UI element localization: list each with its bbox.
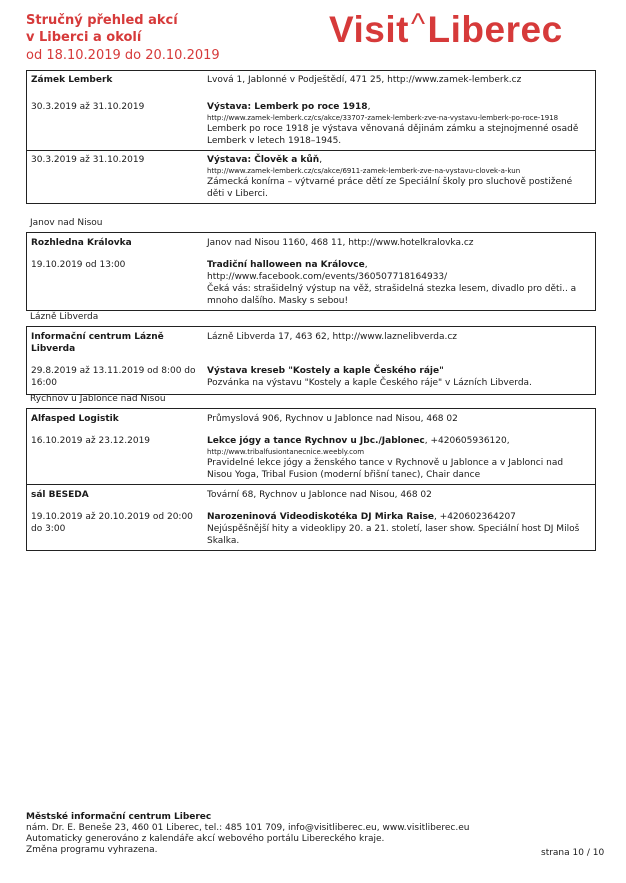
section-block [26, 232, 596, 311]
footer-note-generated: Automaticky generováno z kalendáře akcí webového portálu Libereckého kraje. [26, 834, 385, 844]
event-row [27, 504, 595, 550]
section-label: Janov nad Nisou [30, 218, 103, 228]
event-row [27, 428, 595, 484]
event-title-suffix: , http://www.facebook.com/events/360507718164933/ [207, 260, 448, 282]
event-date: 19.10.2019 až 20.10.2019 od 20:00 do 3:00 [31, 512, 193, 534]
visit-liberec-logo [329, 8, 601, 52]
event-row [27, 252, 595, 310]
event-row [27, 89, 595, 150]
document-header [26, 12, 220, 64]
document-title-line2: v Liberci a okolí [26, 30, 142, 45]
logo-text-liberec: Liberec [427, 9, 563, 50]
venue-zamek-lemberk [27, 71, 595, 150]
venue-name: sál BESEDA [31, 490, 89, 500]
event-title-suffix: , +420602364207 [433, 512, 516, 522]
event-description: Lemberk po roce 1918 je výstava věnovaná dějinám zámku a stejnojmenné osadě Lemberk v letech 1918–1945. [207, 124, 579, 146]
event-description: Pozvánka na výstavu "Kostely a kaple Českého ráje" v Lázních Libverda. [207, 378, 532, 388]
event-title: Lekce jógy a tance Rychnov u Jbc./Jablonec [207, 436, 425, 446]
event-url[interactable]: http://www.tribalfusiontanecnice.weebly.com [207, 448, 365, 456]
event-url[interactable]: http://www.zamek-lemberk.cz/cs/akce/6911-zamek-lemberk-zve-na-vystavu-clovek-a-kun [207, 167, 521, 175]
section-block [26, 70, 596, 204]
document-title-line1: Stručný přehled akcí [26, 13, 178, 28]
event-title-suffix: , [367, 102, 371, 112]
section-block [26, 326, 596, 395]
event-date: 29.8.2019 až 13.11.2019 od 8:00 do 16:00 [31, 366, 196, 388]
venue-name: Rozhledna Královka [31, 238, 132, 248]
venue-alfasped-logistik [27, 409, 595, 484]
logo-caret-icon: ^ [410, 8, 426, 41]
event-description: Čeká vás: strašidelný výstup na věž, strašidelná stezka lesem, divadlo pro děti.. a mnoho dalšího. Masky s sebou! [207, 284, 577, 306]
footer-note-disclaimer: Změna programu vyhrazena. [26, 845, 158, 855]
event-title: Narozeninová Videodiskotéka DJ Mirka Raise [207, 512, 434, 522]
event-row [27, 151, 595, 203]
venue-address: Průmyslová 906, Rychnov u Jablonce nad Nisou, 468 02 [207, 414, 458, 424]
venue-rozhledna-kralovka [27, 233, 595, 310]
event-description: Pravidelné lekce jógy a ženského tance v Rychnově u Jablonce a v Jablonci nad Nisou Yoga, Tribal Fusion (moderní břišní tanec), Chair dance [207, 458, 564, 480]
page-number: strana 10 / 10 [541, 848, 605, 858]
venue-address: Tovární 68, Rychnov u Jablonce nad Nisou, 468 02 [207, 490, 432, 500]
venue-ic-lazne-libverda [27, 327, 595, 394]
event-title-suffix: , [319, 155, 323, 165]
venue-name: Informační centrum Lázně Libverda [31, 332, 164, 354]
event-row [27, 358, 595, 394]
event-date: 19.10.2019 od 13:00 [31, 260, 126, 270]
logo-text-visit: Visit [329, 9, 409, 50]
event-description: Nejúspěšnější hity a videoklipy 20. a 21. století, laser show. Speciální host DJ Miloš Skalka. [207, 524, 580, 546]
event-title: Tradiční halloween na Královce [207, 260, 365, 270]
venue-sal-beseda [27, 484, 595, 550]
footer-org-name: Městské informační centrum Liberec [26, 812, 212, 822]
date-range: od 18.10.2019 do 20.10.2019 [26, 48, 220, 63]
venue-name: Zámek Lemberk [31, 75, 113, 85]
event-date: 16.10.2019 až 23.12.2019 [31, 436, 151, 446]
footer-contact: nám. Dr. E. Beneše 23, 460 01 Liberec, tel.: 485 101 709, info@visitliberec.eu, www.visitliberec.eu [26, 823, 470, 833]
venue-name: Alfasped Logistik [31, 414, 119, 424]
venue-address: Lvová 1, Jablonné v Podještědí, 471 25, http://www.zamek-lemberk.cz [207, 75, 522, 85]
event-title: Výstava: Lemberk po roce 1918 [207, 102, 368, 112]
venue-address: Janov nad Nisou 1160, 468 11, http://www.hotelkralovka.cz [207, 238, 474, 248]
section-label: Rychnov u Jablonce nad Nisou [30, 394, 166, 404]
venue-address: Lázně Libverda 17, 463 62, http://www.laznelibverda.cz [207, 332, 458, 342]
event-url[interactable]: http://www.zamek-lemberk.cz/cs/akce/33707-zamek-lemberk-zve-na-vystavu-lemberk-po-roce-1918 [207, 114, 559, 122]
event-description: Zámecká konírna – výtvarné práce dětí ze Speciální školy pro sluchově postižené děti v Liberci. [207, 177, 573, 199]
document-footer [26, 812, 469, 856]
event-title: Výstava: Člověk a kůň [207, 155, 320, 165]
event-row-separator [27, 150, 595, 203]
event-date: 30.3.2019 až 31.10.2019 [31, 102, 145, 112]
event-title-suffix: , +420605936120, [424, 436, 510, 446]
section-label: Lázně Libverda [30, 312, 99, 322]
event-date: 30.3.2019 až 31.10.2019 [31, 155, 145, 165]
section-block [26, 408, 596, 551]
event-title: Výstava kreseb "Kostely a kaple Českého ráje" [207, 366, 444, 376]
